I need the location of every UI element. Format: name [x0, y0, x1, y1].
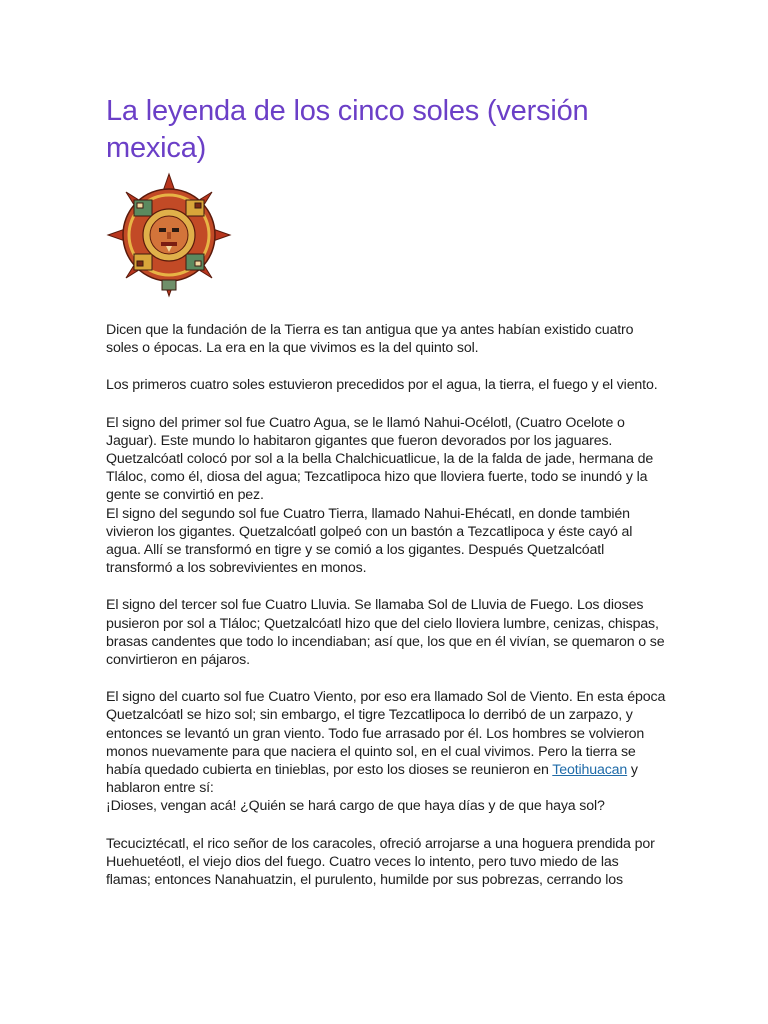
page-title: La leyenda de los cinco soles (versión mexica) [106, 95, 589, 164]
aztec-sun-glyph-icon [106, 172, 232, 298]
paragraph: Los primeros cuatro soles estuvieron precedidos por el agua, la tierra, el fuego y el viento. [106, 377, 658, 394]
paragraph-text: El signo del cuarto sol fue Cuatro Viento, por eso era llamado Sol de Viento. En esta época Quetzalcóatl se hizo sol; sin embargo, el tigre Tezcatlipoca lo derribó de un zarpazo, y entonces se levantó un gran viento. Todo fue arrasado por él. Los hombres se volvieron monos nuevamente para que naciera el quinto sol, en el cual vivimos. Pero la tierra se había quedado cubierta en tinieblas, por esto los dioses se reunieron en [106, 689, 666, 779]
teotihuacan-link[interactable]: Teotihuacan [552, 762, 628, 779]
paragraph: Tecuciztécatl, el rico señor de los caracoles, ofreció arrojarse a una hoguera prendida por Huehuetéotl, el viejo dios del fuego. Cuatro veces lo intento, pero tuvo miedo de las flamas; entonces Nanahuatzin, el purulento, humilde por sus pobrezas, cerrando los [106, 835, 655, 889]
paragraph: El signo del segundo sol fue Cuatro Tierra, llamado Nahui-Ehécatl, en donde también vivieron los gigantes. Quetzalcóatl golpeó con un bastón a Tezcatlipoca y éste cayó al agua. Allí se transformó en tigre y se comió a los gigantes. Después Quetzalcóatl transformó a los sobrevivientes en monos. [106, 505, 633, 577]
article-body [106, 321, 666, 908]
paragraph: El signo del tercer sol fue Cuatro Lluvia. Se llamaba Sol de Lluvia de Fuego. Los dioses pusieron por sol a Tláloc; Quetzalcóatl hizo que del cielo lloviera lumbre, cenizas, chispas, brasas candentes que todo lo incendiaban; así que, los que en él vivían, se quemaron o se convirtieron en pájaros. [106, 597, 665, 669]
paragraph-text: y hablaron entre sí: [106, 762, 638, 797]
paragraph: El signo del primer sol fue Cuatro Agua, se le llamó Nahui-Océlotl, (Cuatro Ocelote o Jaguar). Este mundo lo habitaron gigantes que fueron devorados por los jaguares. Quetzalcóatl colocó por sol a la bella Chalchicuatlicue, la de la falda de jade, hermana de Tláloc, como él, diosa del agua; Tezcatlipoca hizo que lloviera fuerte, todo se inundó y la gente se convirtió en pez. [106, 414, 654, 504]
paragraph: Dicen que la fundación de la Tierra es tan antigua que ya antes habían existido cuatro soles o épocas. La era en la que vivimos es la del quinto sol. [106, 322, 634, 357]
quote-line: ¡Dioses, vengan acá! ¿Quién se hará cargo de que haya días y de que haya sol? [106, 798, 605, 815]
paragraph [106, 688, 666, 815]
